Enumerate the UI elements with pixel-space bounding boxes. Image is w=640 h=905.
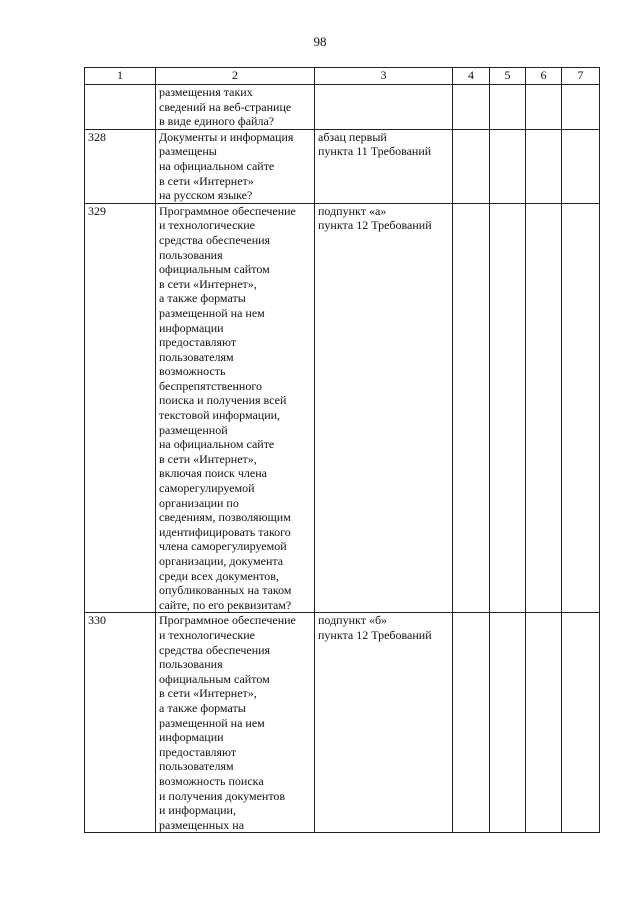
requirement-reference: подпункт «б» пункта 12 Требований	[315, 613, 453, 833]
requirement-reference: подпункт «а» пункта 12 Требований	[315, 203, 453, 613]
requirement-reference	[315, 85, 453, 130]
row-number: 328	[85, 129, 156, 203]
question-text: Программное обеспечение и технологические средства обеспечения пользования официальным сайтом в сети «Интернет», а также форматы размещенной на нем информации предоставляют пользователям возможность беспрепятственного поиска и получения всей текстовой информации, размещенной на официальном сайте в сети «Интернет», включая поиск члена саморегулируемой организации по сведениям, позволяющим идентифицировать такого члена саморегулируемой организации, документа среди всех документов, опубликованных на таком сайте, по его реквизитам?	[156, 203, 315, 613]
empty-cell	[453, 85, 490, 130]
row-number: 330	[85, 613, 156, 833]
requirement-reference: абзац первый пункта 11 Требований	[315, 129, 453, 203]
empty-cell	[526, 203, 562, 613]
empty-cell	[490, 129, 526, 203]
empty-cell	[526, 613, 562, 833]
column-header-4: 4	[453, 68, 490, 85]
table-row	[85, 85, 600, 130]
empty-cell	[526, 85, 562, 130]
checklist-table	[84, 67, 600, 833]
table-row	[85, 203, 600, 613]
row-number	[85, 85, 156, 130]
empty-cell	[562, 129, 600, 203]
table-row	[85, 129, 600, 203]
column-header-3: 3	[315, 68, 453, 85]
column-header-5: 5	[490, 68, 526, 85]
empty-cell	[526, 129, 562, 203]
question-text: Программное обеспечение и технологические средства обеспечения пользования официальным сайтом в сети «Интернет», а также форматы размещенной на нем информации предоставляют пользователям возможность поиска и получения документов и информации, размещенных на	[156, 613, 315, 833]
row-number: 329	[85, 203, 156, 613]
empty-cell	[490, 613, 526, 833]
page-number: 98	[313, 34, 327, 49]
empty-cell	[562, 203, 600, 613]
empty-cell	[562, 613, 600, 833]
empty-cell	[453, 613, 490, 833]
column-header-7: 7	[562, 68, 600, 85]
header-row	[85, 68, 600, 85]
table-row	[85, 613, 600, 833]
empty-cell	[562, 85, 600, 130]
column-header-2: 2	[156, 68, 315, 85]
empty-cell	[490, 85, 526, 130]
column-header-1: 1	[85, 68, 156, 85]
column-header-6: 6	[526, 68, 562, 85]
question-text: Документы и информация размещены на официальном сайте в сети «Интернет» на русском языке?	[156, 129, 315, 203]
question-text: размещения таких сведений на веб-странице в виде единого файла?	[156, 85, 315, 130]
empty-cell	[490, 203, 526, 613]
empty-cell	[453, 203, 490, 613]
empty-cell	[453, 129, 490, 203]
